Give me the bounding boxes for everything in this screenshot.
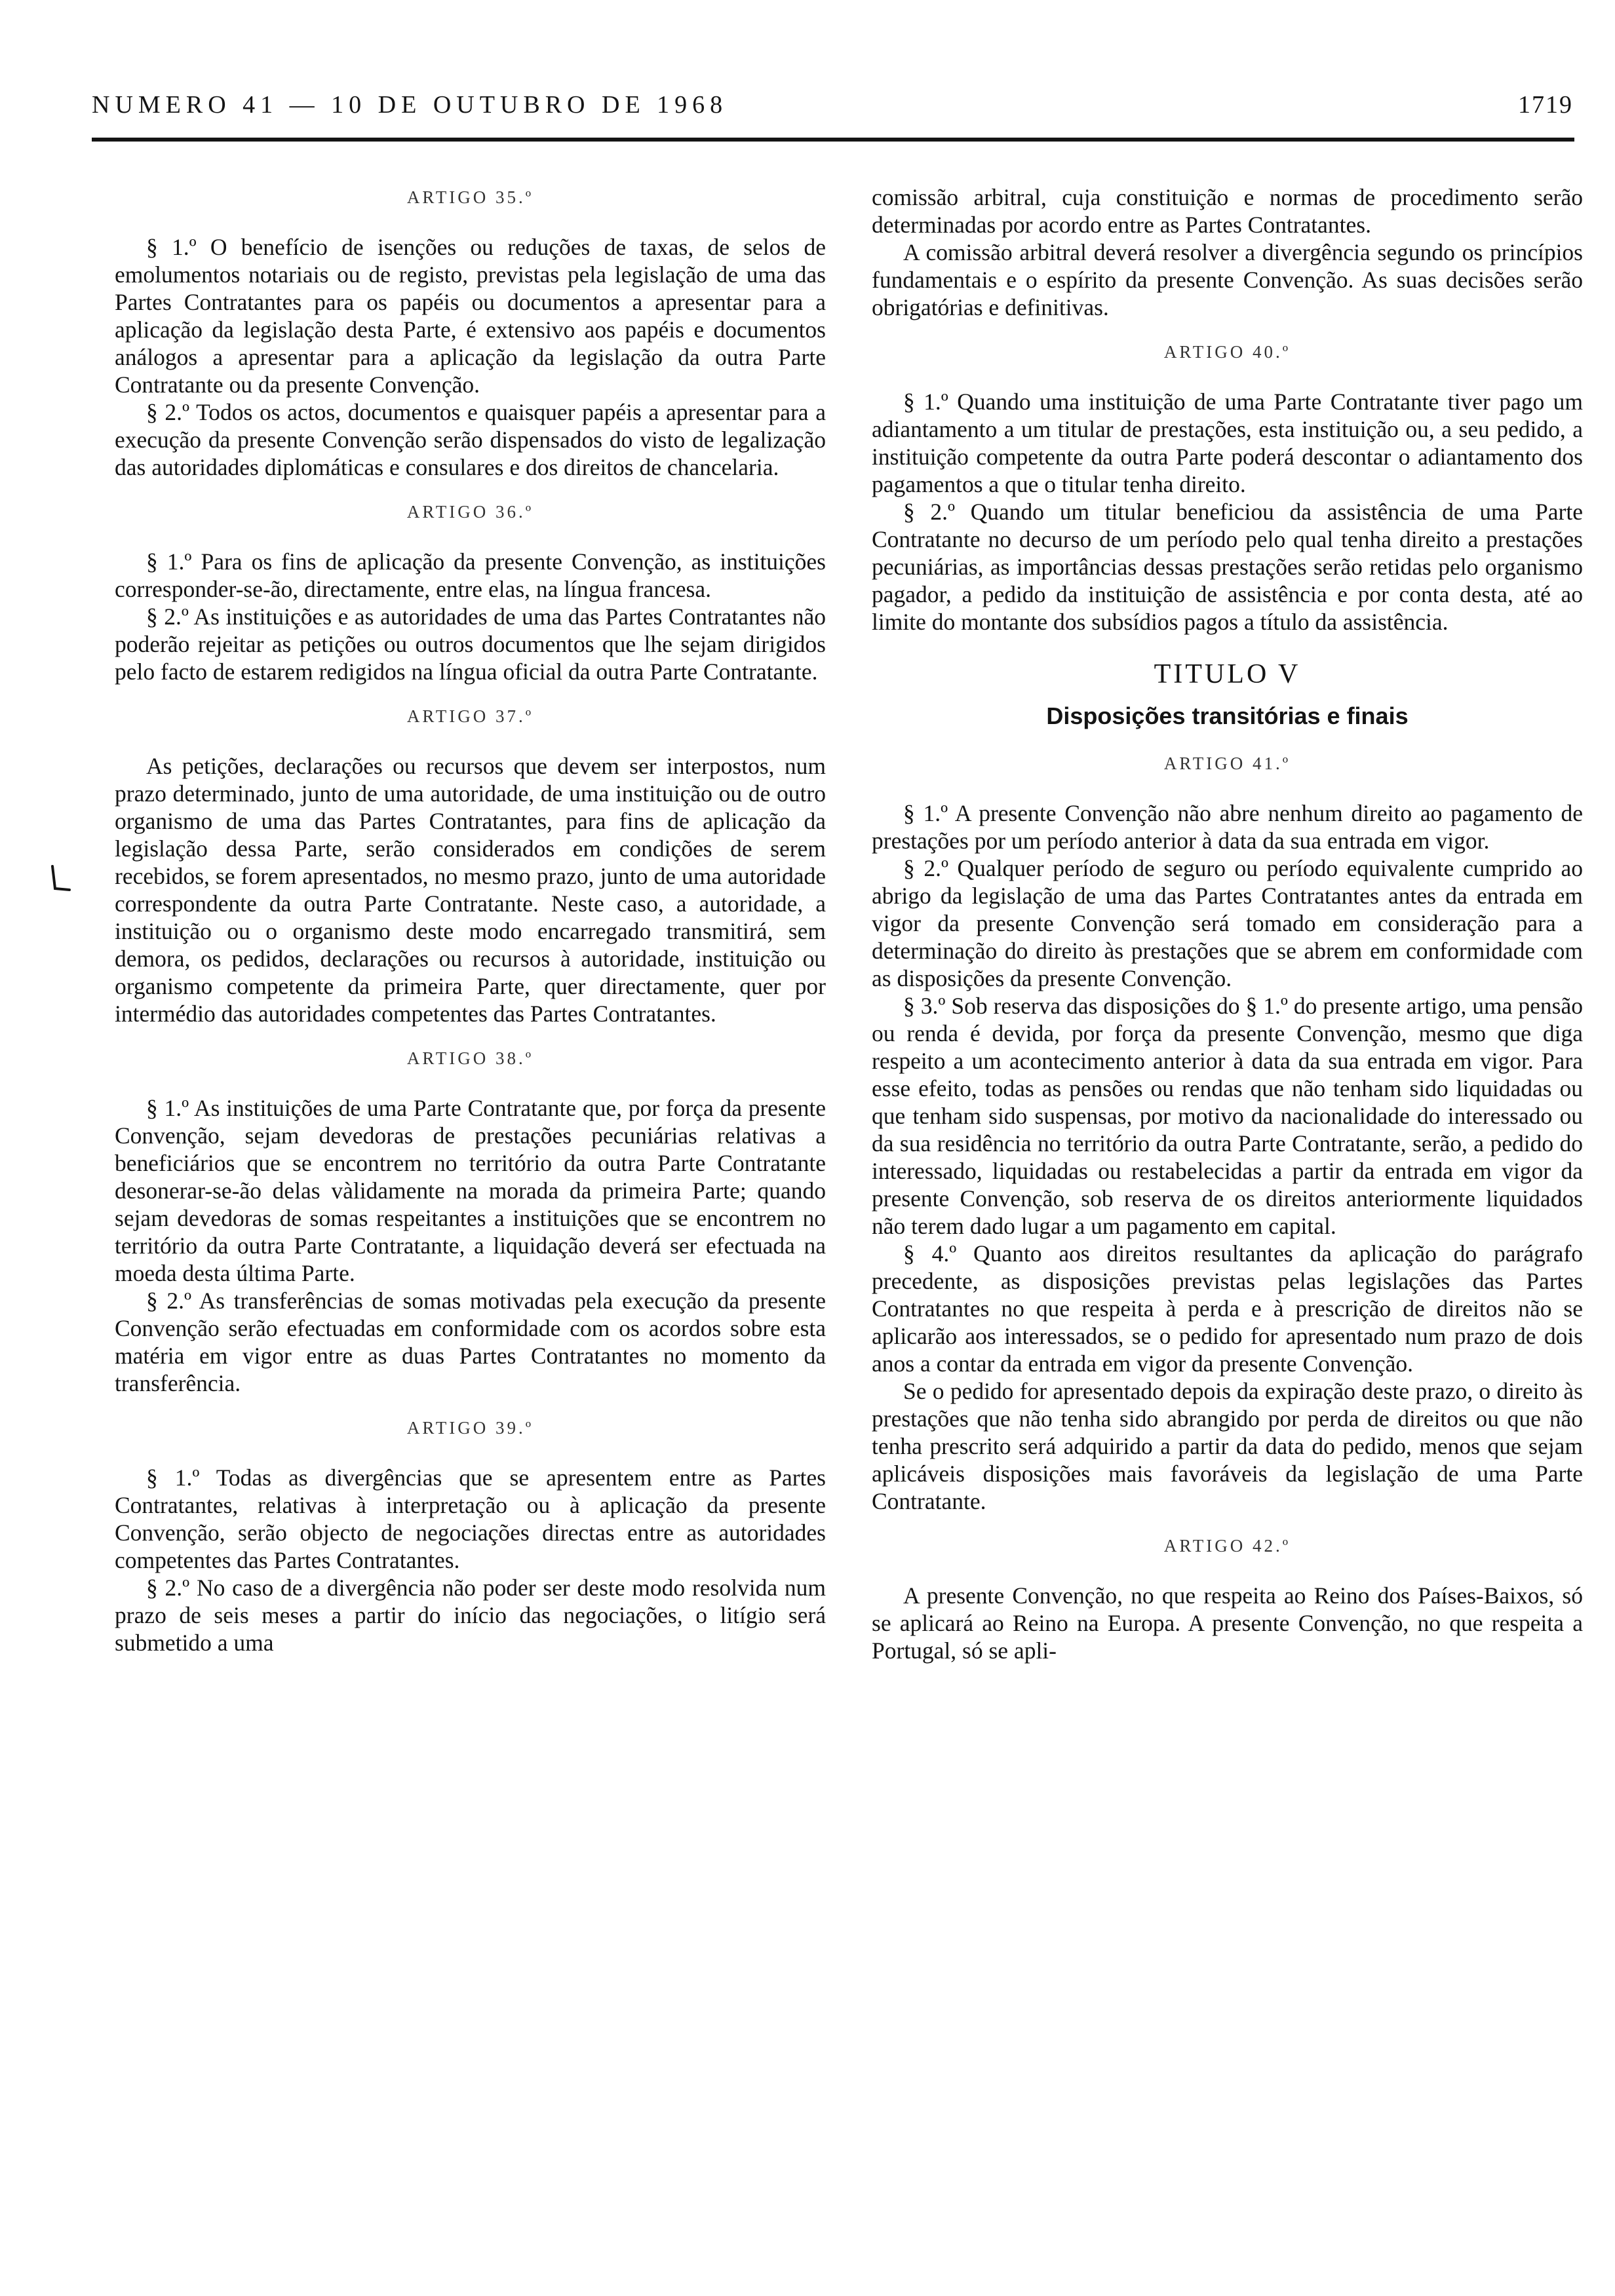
article-38-heading: ARTIGO 38.º <box>406 1048 534 1068</box>
article-41-paragraph-2: § 2.º Qualquer período de seguro ou período equivalente cumprido ao abrigo da legislação de uma das Partes Contratantes antes da entrada em vigor da presente Convenção será tomado em consideração para a determinação do direito às prestações que se abrem em conformidade com as disposições da presente Convenção. <box>872 855 1583 991</box>
article-40-paragraph-2: § 2.º Quando um titular beneficiou da assistência de uma Parte Contratante no decurso de um período pelo qual tenha direito a prestações pecuniárias, as importâncias dessas prestações serão retidas pelo organismo pagador, a pedido da instituição de assistência e por conta desta, até ao limite do montante dos subsídios pagos a título da assistência. <box>872 499 1583 635</box>
article-41-heading: ARTIGO 41.º <box>1163 754 1291 773</box>
article-40-heading: ARTIGO 40.º <box>1163 342 1291 362</box>
page-header <box>92 90 1573 130</box>
article-36-paragraph-1: § 1.º Para os fins de aplicação da presente Convenção, as instituições corresponder-se-ão, directamente, entre elas, na língua francesa. <box>115 548 826 602</box>
article-38-paragraph-2: § 2.º As transferências de somas motivadas pela execução da presente Convenção serão efectuadas em conformidade com os acordos sobre esta matéria em vigor entre as duas Partes Contratantes no momento da transferência. <box>115 1288 826 1396</box>
article-39-paragraph-3: A comissão arbitral deverá resolver a divergência segundo os princípios fundamentais e o espírito da presente Convenção. As suas decisões serão obrigatórias e definitivas. <box>872 239 1583 320</box>
article-41-paragraph-5: Se o pedido for apresentado depois da expiração deste prazo, o direito às prestações que não tenha sido abrangido por perda de direitos ou que não tenha prescrito será adquirido a partir da data do pedido, menos que sejam aplicáveis disposições mais favoráveis da legislação de uma Parte Contratante. <box>872 1378 1583 1514</box>
article-41-paragraph-3: § 3.º Sob reserva das disposições do § 1.º do presente artigo, uma pensão ou renda é devida, por força da presente Convenção, mesmo que diga respeito a um acontecimento anterior à data da sua entrada em vigor. Para esse efeito, todas as pensões ou rendas que não tenham sido liquidadas ou que tenham sido suspensas, por motivo da nacionalidade do interessado ou da sua residência no território da outra Parte Contratante, serão, a pedido do interessado, liquidadas ou restabelecidas a partir da entrada em vigor da presente Convenção, sob reserva de os direitos anteriormente liquidados não terem dado lugar a um pagamento em capital. <box>872 993 1583 1239</box>
article-35-paragraph-1: § 1.º O benefício de isenções ou reduções de taxas, de selos de emolumentos notariais ou de registo, previstas pela legislação de uma das Partes Contratantes para os papéis ou documentos a apresentar para a aplicação da legislação desta Parte, é extensivo aos papéis e documentos análogos a apresentar para a aplicação da legislação da outra Parte Contratante ou da presente Convenção. <box>115 234 826 398</box>
right-column <box>872 183 1583 1664</box>
article-39-continuation: comissão arbitral, cuja constituição e normas de procedimento serão determinadas por acordo entre as Partes Contratantes. <box>872 184 1583 238</box>
article-40-paragraph-1: § 1.º Quando uma instituição de uma Parte Contratante tiver pago um adiantamento a um titular de prestações, esta instituição ou, a seu pedido, a instituição competente da outra Parte poderá descontar o adiantamento dos pagamentos a que o titular tenha direito. <box>872 389 1583 497</box>
article-42-heading: ARTIGO 42.º <box>1163 1536 1291 1556</box>
title-subtitle: Disposições transitórias e finais <box>1046 702 1409 729</box>
article-39-heading: ARTIGO 39.º <box>406 1418 534 1438</box>
article-39-paragraph-2: § 2.º No caso de a divergência não poder ser deste modo resolvida num prazo de seis meses a partir do início das negociações, o litígio será submetido a uma <box>115 1575 826 1656</box>
left-column <box>115 183 826 1656</box>
article-36-heading: ARTIGO 36.º <box>406 502 534 522</box>
article-37-paragraph-1: As petições, declarações ou recursos que devem ser interpostos, num prazo determinado, junto de uma autoridade, de uma instituição ou de outro organismo de uma das Partes Contratantes, para fins de aplicação da legislação dessa Parte, serão considerados em condições de serem recebidos, se forem apresentados, no mesmo prazo, junto de uma autoridade correspondente da outra Parte Contratante. Neste caso, a autoridade, a instituição ou o organismo deste modo encarregado transmitirá, sem demora, os pedidos, declarações ou recursos à autoridade, instituição ou organismo competente da primeira Parte, quer directamente, quer por intermédio das autoridades competentes das Partes Contratantes. <box>115 753 826 1027</box>
page-number: 1719 <box>1518 91 1573 119</box>
issue-line: NUMERO 41 — 10 DE OUTUBRO DE 1968 <box>92 91 728 119</box>
article-39-paragraph-1: § 1.º Todas as divergências que se apresentem entre as Partes Contratantes, relativas à interpretação ou à aplicação da presente Convenção, serão objecto de negociações directas entre as autoridades competentes das Partes Contratantes. <box>115 1464 826 1573</box>
article-35-paragraph-2: § 2.º Todos os actos, documentos e quaisquer papéis a apresentar para a execução da presente Convenção serão dispensados do visto de legalização das autoridades diplomáticas e consulares e dos direitos de chancelaria. <box>115 399 826 480</box>
article-38-paragraph-1: § 1.º As instituições de uma Parte Contratante que, por força da presente Convenção, sejam devedoras de prestações pecuniárias relativas a beneficiários que se encontrem no território da outra Parte Contratante desonerar-se-ão delas vàlidamente na morada da primeira Parte; quando sejam devedoras de somas respeitantes a instituições que se encontrem no território da outra Parte Contratante, a liquidação deverá ser efectuada na moeda desta última Parte. <box>115 1095 826 1286</box>
article-41-paragraph-4: § 4.º Quanto aos direitos resultantes da aplicação do parágrafo precedente, as disposições previstas pelas legislações das Partes Contratantes no que respeita à perda e à prescrição de direitos não se aplicarão aos interessados, se o pedido for apresentado num prazo de dois anos a contar da entrada em vigor da presente Convenção. <box>872 1240 1583 1377</box>
title-heading: TITULO V <box>1154 659 1301 689</box>
header-rule <box>92 138 1574 142</box>
article-42-paragraph-1: A presente Convenção, no que respeita ao Reino dos Países-Baixos, só se aplicará ao Reino na Europa. A presente Convenção, no que respeita a Portugal, só se apli- <box>872 1582 1583 1664</box>
margin-check-mark <box>47 864 72 894</box>
article-37-heading: ARTIGO 37.º <box>406 706 534 726</box>
article-41-paragraph-1: § 1.º A presente Convenção não abre nenhum direito ao pagamento de prestações por um período anterior à data da sua entrada em vigor. <box>872 800 1583 854</box>
article-35-heading: ARTIGO 35.º <box>406 187 534 207</box>
article-36-paragraph-2: § 2.º As instituições e as autoridades de uma das Partes Contratantes não poderão rejeitar as petições ou outros documentos que lhe sejam dirigidos pelo facto de estarem redigidos na língua oficial da outra Parte Contratante. <box>115 603 826 685</box>
